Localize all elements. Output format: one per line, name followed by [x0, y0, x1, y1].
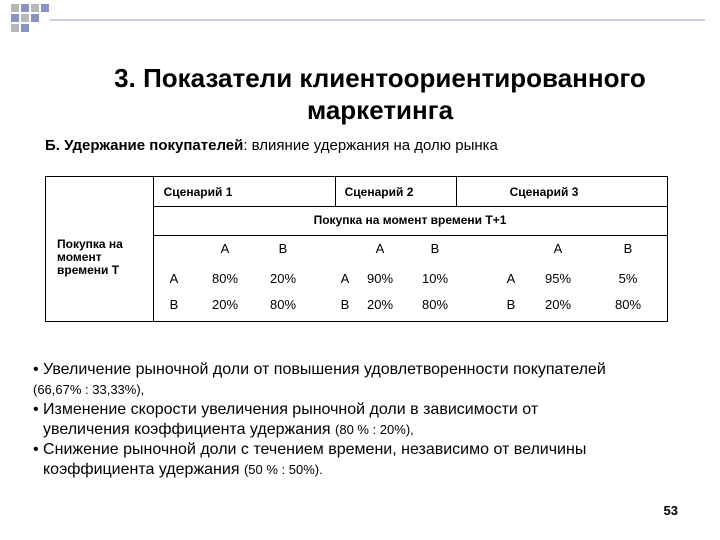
- s2-col-a: А: [375, 241, 385, 256]
- title-line-1: 3. Показатели клиентоориентированного: [114, 63, 646, 93]
- title-line-2: маркетинга: [306, 95, 454, 125]
- s3-row-b-a: 20%: [544, 297, 572, 312]
- s2-row-b-label: В: [340, 297, 350, 312]
- s3-row-a-a: 95%: [544, 271, 572, 286]
- page-number: 53: [663, 503, 678, 518]
- bullet-3: • Снижение рыночной доли с течением времени, независимо от величины: [33, 441, 587, 458]
- s3-row-b-label: В: [506, 297, 516, 312]
- s1-row-b-b: 80%: [269, 297, 297, 312]
- s1-col-a: А: [220, 241, 230, 256]
- bullet-3-ratio: (50 % : 50%).: [243, 462, 323, 477]
- bullet-2-cont: увеличения коэффициента удержания (80 % : 20%),: [43, 421, 414, 438]
- scenario-1-header: Сценарий 1: [163, 185, 233, 199]
- s2-col-b: В: [430, 241, 440, 256]
- bullet-2-ratio: (80 % : 20%),: [335, 422, 414, 437]
- s3-row-b-b: 80%: [614, 297, 642, 312]
- s1-row-a-label: А: [169, 271, 179, 286]
- scenario-3-header: Сценарий 3: [509, 185, 579, 199]
- bullet-1-ratio: (66,67% : 33,33%),: [33, 382, 145, 397]
- s2-row-b-b: 80%: [421, 297, 449, 312]
- s3-col-b: В: [623, 241, 633, 256]
- subtitle-bold: Б. Удержание покупателей: [45, 137, 244, 154]
- retention-table: [45, 176, 668, 322]
- s2-row-b-a: 20%: [366, 297, 394, 312]
- s3-row-a-label: А: [506, 271, 516, 286]
- decorative-header: [0, 0, 720, 40]
- s1-row-b-label: В: [169, 297, 179, 312]
- subtitle: [45, 137, 498, 154]
- s1-col-b: В: [278, 241, 288, 256]
- subtitle-rest: : влияние удержания на долю рынка: [243, 137, 498, 154]
- bullet-list: [33, 360, 713, 480]
- s2-row-a-label: А: [340, 271, 350, 286]
- s2-row-a-a: 90%: [366, 271, 394, 286]
- bullet-3-cont: коэффициента удержания (50 % : 50%).: [43, 461, 323, 478]
- s1-row-b-a: 20%: [211, 297, 239, 312]
- purchase-t1-header: Покупка на момент времени T+1: [313, 213, 507, 227]
- s1-row-a-a: 80%: [211, 271, 239, 286]
- s3-row-a-b: 5%: [618, 271, 638, 286]
- slide-title: [40, 62, 720, 126]
- s1-row-a-b: 20%: [269, 271, 297, 286]
- bullet-1: • Увеличение рыночной доли от повышения удовлетворенности покупателей: [33, 361, 606, 378]
- scenario-2-header: Сценарий 2: [344, 185, 414, 199]
- bullet-2: • Изменение скорости увеличения рыночной доли в зависимости от: [33, 401, 539, 418]
- s2-row-a-b: 10%: [421, 271, 449, 286]
- purchase-t-label: Покупка на момент времени T: [57, 237, 123, 277]
- s3-col-a: А: [553, 241, 563, 256]
